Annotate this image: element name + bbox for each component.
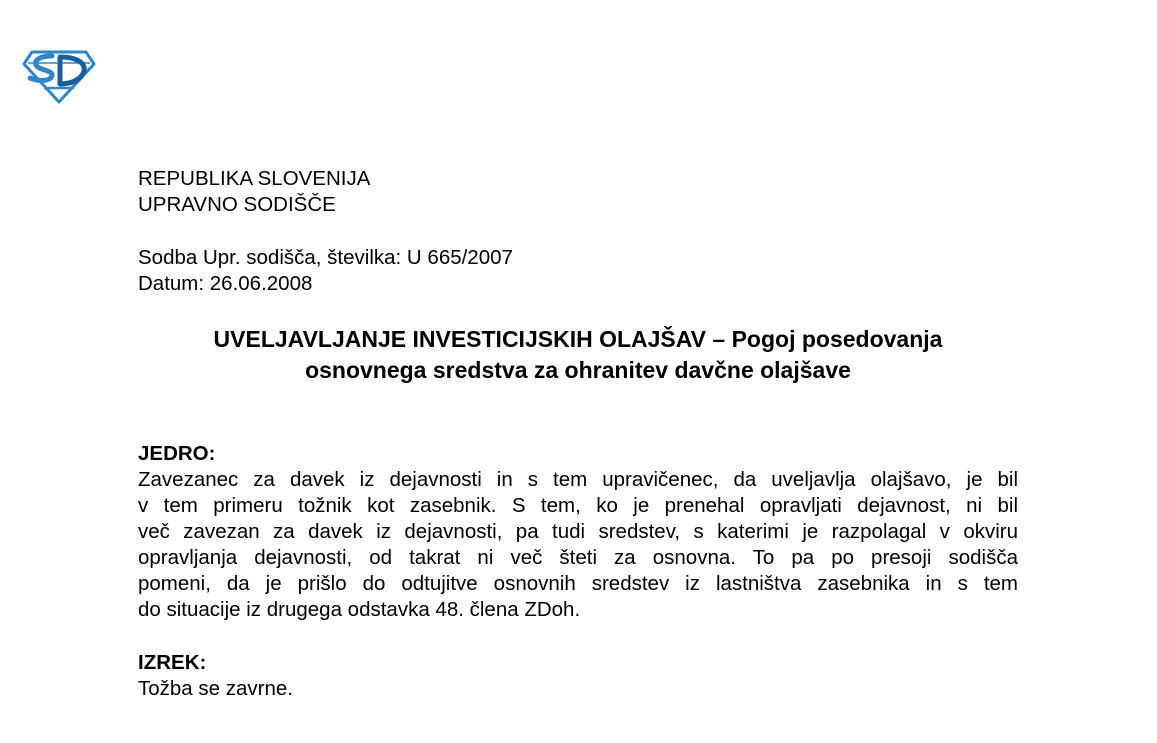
izrek-heading: IZREK: [138,651,207,674]
title-line-2: osnovnega sredstva za ohranitev davčne olajšave [305,357,851,383]
jedro-text [138,467,1018,623]
jedro-line: opravljanja dejavnosti, od takrat ni več šteti za osnovna. To pa po presoji sodišča [138,546,1018,569]
document-title [138,324,1018,386]
izrek-text: Tožba se zavrne. [138,677,293,700]
decision-date: Datum: 26.06.2008 [138,272,313,295]
jedro-line: Zavezanec za davek iz dejavnosti in s tem upravičenec, da uveljavlja olajšavo, je bil [138,468,1018,491]
document-body [138,166,1018,702]
case-number: Sodba Upr. sodišča, številka: U 665/2007 [138,246,513,269]
country-name: REPUBLIKA SLOVENIJA [138,167,371,190]
jedro-line: več zavezan za davek iz dejavnosti, pa tudi sredstev, s katerimi je razpolagal v okviru [138,520,1018,543]
jedro-heading: JEDRO: [138,442,216,465]
jedro-line: do situacije iz drugega odstavka 48. člena ZDoh. [138,598,581,621]
jedro-line: pomeni, da je prišlo do odtujitve osnovnih sredstev iz lastništva zasebnika in s tem [138,572,1018,595]
title-line-1: UVELJAVLJANJE INVESTICIJSKIH OLAJŠAV – Pogoj posedovanja [213,326,943,352]
jedro-line: v tem primeru tožnik kot zasebnik. S tem, ko je prenehal opravljati dejavnost, ni bil [138,494,1018,517]
sodisce-shield-logo-icon [22,48,96,104]
court-name: UPRAVNO SODIŠČE [138,193,336,216]
